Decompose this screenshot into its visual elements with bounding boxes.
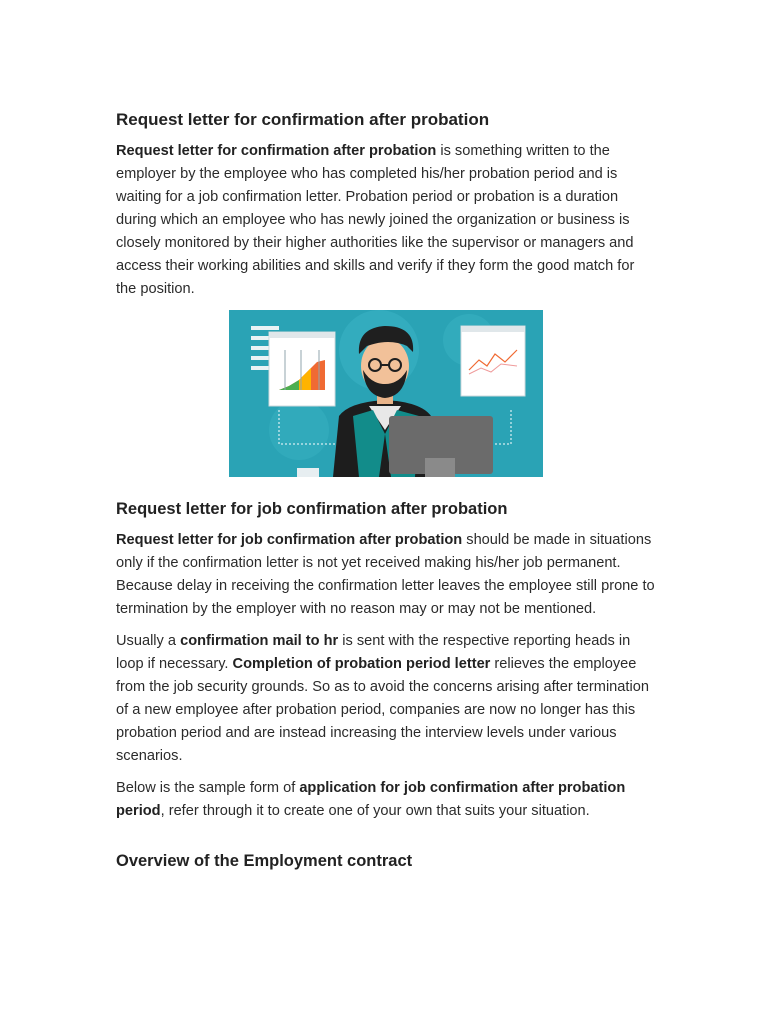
sample-form-paragraph xyxy=(116,777,656,823)
bold-phrase: Request letter for job confirmation after probation xyxy=(116,532,463,548)
section-title-job-confirmation: Request letter for job confirmation after probation xyxy=(116,500,508,518)
bold-phrase: Request letter for confirmation after probation xyxy=(116,143,437,159)
paragraph-text: should be made in situations only if the confirmation letter is not yet received making his/her job permanent. Because delay in receiving the confirmation letter leaves the employee still prone to termination by the employer with no reason may or may not be mentioned. xyxy=(116,532,655,617)
section-title-employment-contract: Overview of the Employment contract xyxy=(116,852,413,870)
confirmation-mail-paragraph xyxy=(116,630,656,768)
person-at-computer-illustration xyxy=(229,310,543,477)
paragraph-text: , refer through it to create one of your own that suits your situation. xyxy=(160,803,590,819)
article-content xyxy=(116,108,656,881)
intro-paragraph xyxy=(116,140,656,301)
bold-phrase: application for job confirmation after probation period xyxy=(116,780,626,819)
paragraph-text: is something written to the employer by the employee who has completed his/her probation period and is waiting for a job confirmation letter. Probation period or probation is a duration during which an employee who has newly joined the organization or business is closely monitored by their higher authorities like the supervisor or managers and access their working abilities and skills and verify if they form the good match for the position. xyxy=(116,143,635,297)
bold-phrase: Completion of probation period letter xyxy=(232,656,491,672)
paragraph-text: is sent with the respective reporting heads in loop if necessary. xyxy=(116,633,631,672)
employee-illustration xyxy=(229,310,543,477)
section-title-confirmation: Request letter for confirmation after probation xyxy=(116,110,490,129)
bold-phrase: confirmation mail to hr xyxy=(180,633,339,649)
paragraph-text: Below is the sample form of xyxy=(116,780,300,796)
paragraph-text: Usually a xyxy=(116,633,181,649)
paragraph-text: relieves the employee from the job security grounds. So as to avoid the concerns arising after termination of a new employee after probation period, companies are now no longer has this probation period and are instead increasing the interview levels under various scenarios. xyxy=(116,656,649,764)
job-confirmation-paragraph xyxy=(116,529,656,621)
